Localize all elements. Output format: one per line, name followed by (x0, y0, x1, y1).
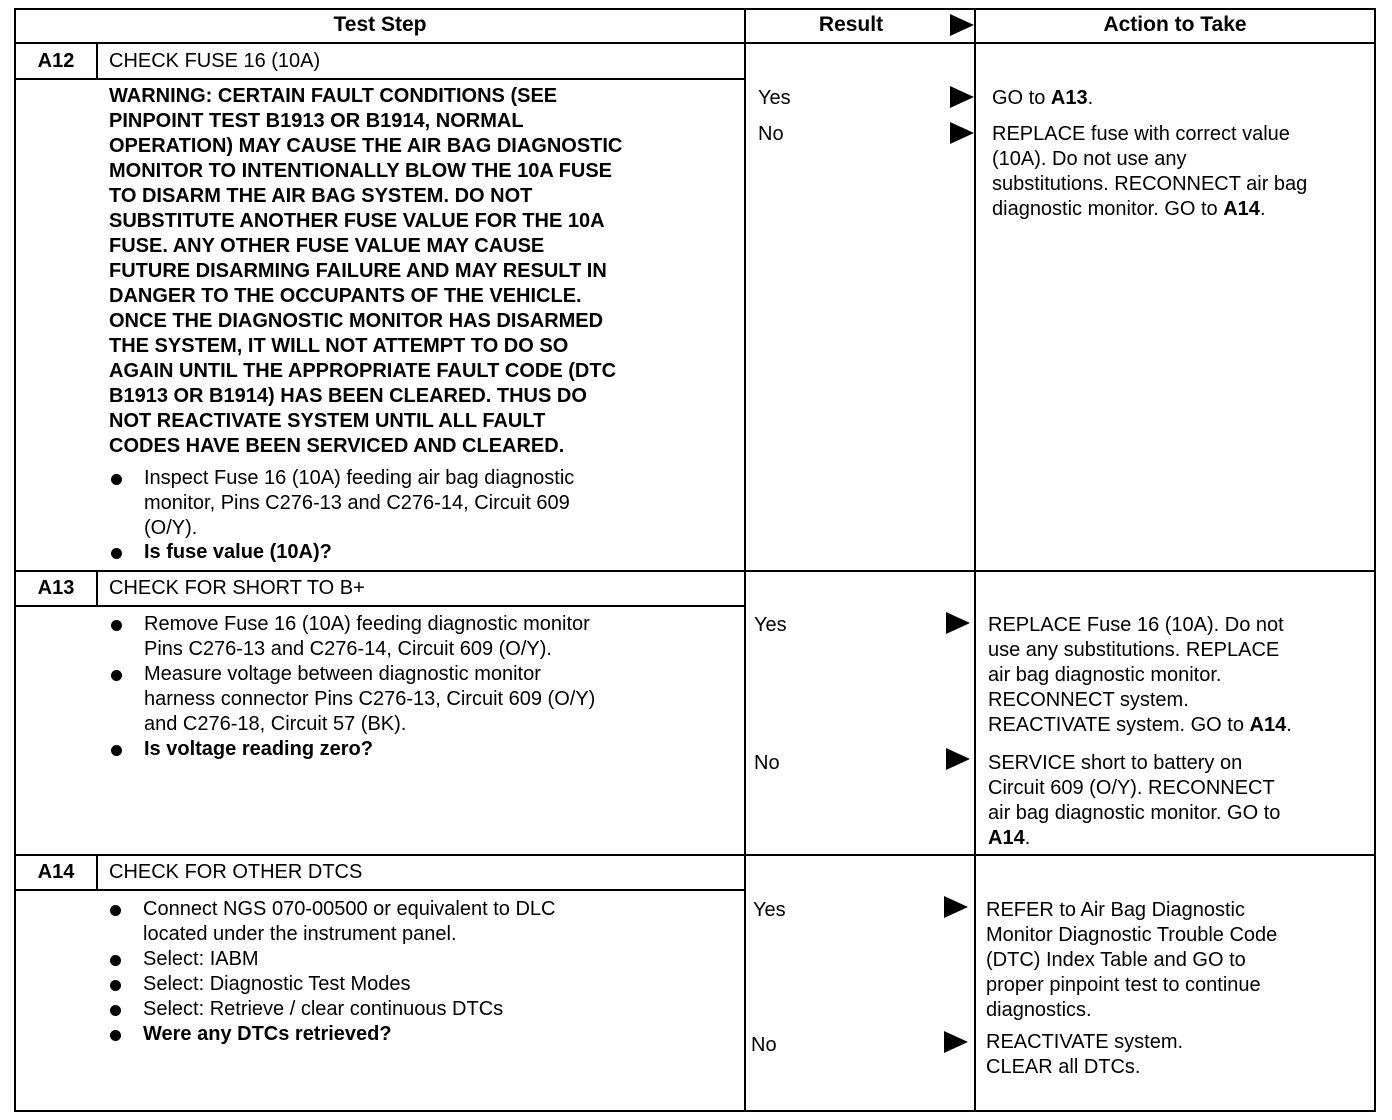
column-divider-action (974, 8, 976, 1112)
table-border-bottom (14, 1110, 1376, 1112)
bullet-dot-icon (111, 620, 122, 631)
table-border-right (1374, 8, 1376, 1112)
result-no: No (754, 752, 780, 774)
list-item: Select: Diagnostic Test Modes (143, 973, 411, 995)
list-item-question: Is fuse value (10A)? (144, 541, 332, 563)
step-id: A13 (37, 577, 75, 599)
bullet-dot-icon (111, 670, 122, 681)
header-action: Action to Take (1103, 13, 1247, 36)
step-a14-divider (14, 854, 1376, 856)
right-triangle-arrow-icon (950, 14, 974, 36)
action-no: REPLACE fuse with correct value (10A). Do not use any substitutions. RECONNECT air bag diagnostic monitor. GO to A14. (992, 123, 1308, 220)
header-test-step: Test Step (333, 13, 427, 36)
list-item: Connect NGS 070-00500 or equivalent to DLC located under the instrument panel. (143, 898, 556, 945)
list-item: Measure voltage between diagnostic monitor harness connector Pins C276-13, Circuit 609 (O/Y) and C276-18, Circuit 57 (BK). (144, 663, 596, 735)
right-triangle-arrow-icon (946, 612, 970, 634)
bullet-dot-icon (110, 1030, 121, 1041)
header-divider (14, 42, 1376, 44)
result-no: No (751, 1034, 777, 1056)
right-triangle-arrow-icon (944, 1031, 968, 1053)
bullet-dot-icon (110, 955, 121, 966)
action-yes: REFER to Air Bag Diagnostic Monitor Diagnostic Trouble Code (DTC) Index Table and GO to proper pinpoint test to continue diagnostics. (986, 899, 1278, 1021)
result-yes: Yes (758, 87, 791, 109)
step-a13-title-underline (14, 605, 744, 607)
right-triangle-arrow-icon (950, 86, 974, 108)
step-id: A14 (37, 861, 75, 883)
bullet-dot-icon (111, 474, 122, 485)
list-item: Select: Retrieve / clear continuous DTCs (143, 998, 504, 1020)
action-no: SERVICE short to battery on Circuit 609 (O/Y). RECONNECT air bag diagnostic monitor. GO to A14. (988, 752, 1281, 849)
list-item: Inspect Fuse 16 (10A) feeding air bag diagnostic monitor, Pins C276-13 and C276-14, Circuit 609 (O/Y). (144, 467, 575, 539)
list-item-question: Is voltage reading zero? (144, 738, 373, 760)
step-id: A12 (37, 50, 75, 72)
bullet-dot-icon (110, 1005, 121, 1016)
bullet-dot-icon (110, 980, 121, 991)
step-title: CHECK FOR OTHER DTCS (109, 861, 363, 883)
table-border-left (14, 8, 16, 1112)
result-yes: Yes (754, 614, 787, 636)
bullet-dot-icon (111, 745, 122, 756)
right-triangle-arrow-icon (950, 122, 974, 144)
step-a14-id-divider (96, 854, 98, 891)
right-triangle-arrow-icon (944, 896, 968, 918)
step-title: CHECK FUSE 16 (10A) (109, 50, 321, 72)
table-border-top (14, 8, 1376, 10)
action-yes: GO to A13. (992, 87, 1094, 109)
list-item: Remove Fuse 16 (10A) feeding diagnostic monitor Pins C276-13 and C276-14, Circuit 609 (O/Y). (144, 613, 590, 660)
bullet-dot-icon (110, 905, 121, 916)
step-a12-title-underline (14, 78, 744, 80)
step-a14-title-underline (14, 889, 744, 891)
bullet-dot-icon (111, 548, 122, 559)
result-yes: Yes (753, 899, 786, 921)
right-triangle-arrow-icon (946, 748, 970, 770)
list-item-question: Were any DTCs retrieved? (143, 1023, 392, 1045)
warning-text: WARNING: CERTAIN FAULT CONDITIONS (SEE PINPOINT TEST B1913 OR B1914, NORMAL OPERATION) MAY CAUSE THE AIR BAG DIAGNOSTIC MONITOR TO INTENTIONALLY BLOW THE 10A FUSE TO DISARM THE AIR BAG SYSTEM. DO NOT SUBSTITUTE ANOTHER FUSE VALUE FOR THE 10A FUSE. ANY OTHER FUSE VALUE MAY CAUSE FUTURE DISARMING FAILURE AND MAY RESULT IN DANGER TO THE OCCUPANTS OF THE VEHICLE. ONCE THE DIAGNOSTIC MONITOR HAS DISARMED THE SYSTEM, IT WILL NOT ATTEMPT TO DO SO AGAIN UNTIL THE APPROPRIATE FAULT CODE (DTC B1913 OR B1914) HAS BEEN CLEARED. THUS DO NOT REACTIVATE SYSTEM UNTIL ALL FAULT CODES HAVE BEEN SERVICED AND CLEARED. (109, 85, 623, 457)
action-no: REACTIVATE system. CLEAR all DTCs. (986, 1031, 1184, 1078)
action-yes: REPLACE Fuse 16 (10A). Do not use any substitutions. REPLACE air bag diagnostic monitor. RECONNECT system. REACTIVATE system. GO to A14. (988, 614, 1292, 736)
step-a12-id-divider (96, 42, 98, 80)
result-no: No (758, 123, 784, 145)
list-item: Select: IABM (143, 948, 259, 970)
column-divider-result (744, 8, 746, 1112)
step-title: CHECK FOR SHORT TO B+ (109, 577, 365, 599)
step-a13-divider (14, 570, 1376, 572)
diagnostic-table (14, 8, 1376, 1112)
header-result: Result (818, 13, 884, 36)
step-a13-id-divider (96, 570, 98, 607)
